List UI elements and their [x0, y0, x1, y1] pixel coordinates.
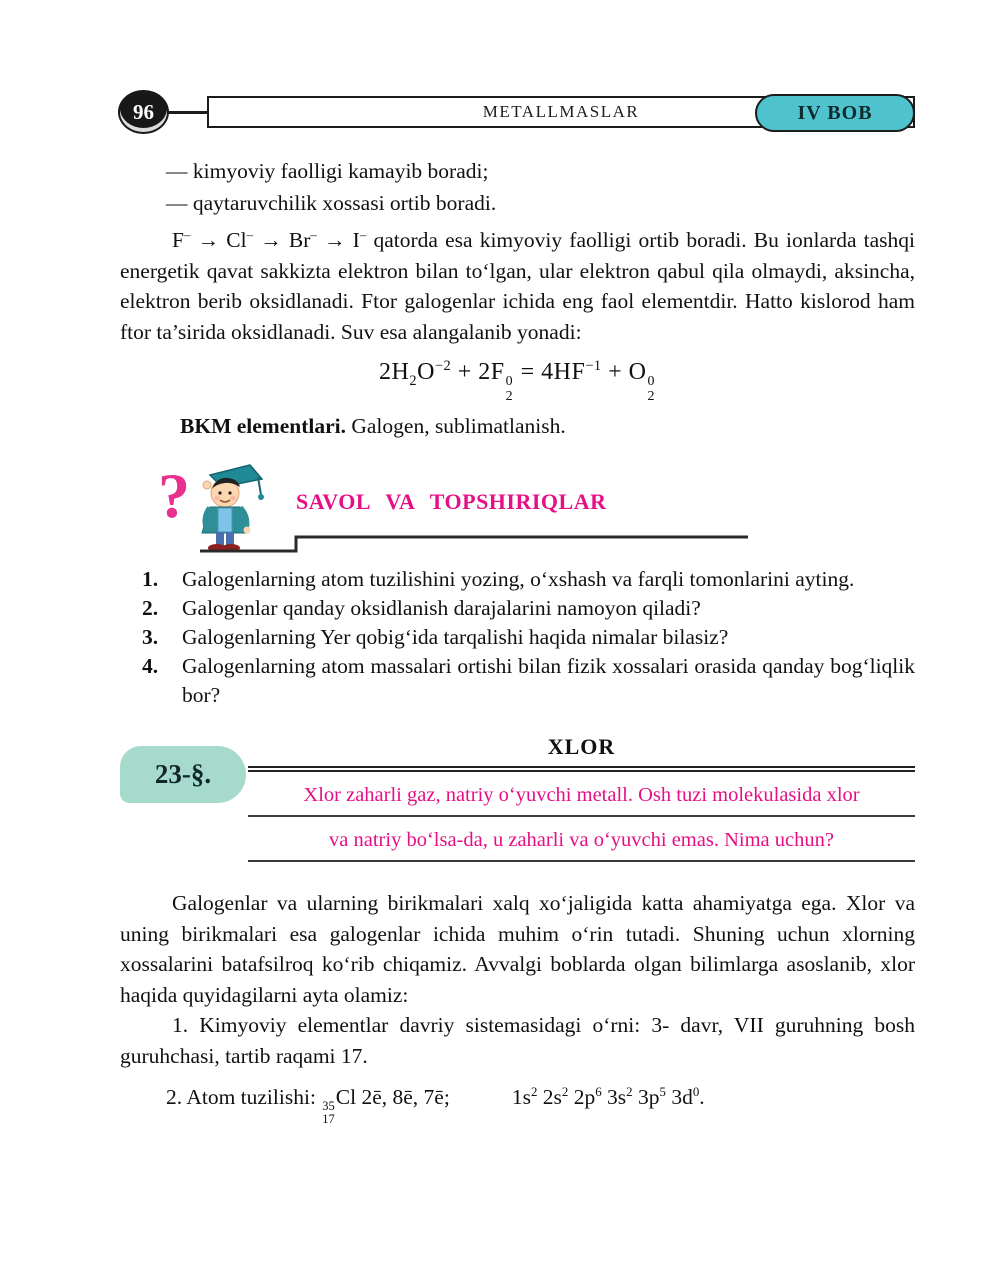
section-number-tab: 23-§.	[120, 746, 246, 803]
list-item	[120, 652, 915, 710]
question-number: 3.	[142, 625, 159, 650]
body-point-1: 1. Kimyoviy elementlar davriy sistemasidagi o‘rni: 3- davr, VII guruhning bosh guruhchasi, tartib raqami 17.	[120, 1013, 915, 1068]
chapter-badge: IV BOB	[755, 94, 915, 132]
question-number: 1.	[142, 567, 159, 592]
double-rule	[248, 766, 915, 772]
body-paragraph: Galogenlar va ularning birikmalari xalq xo‘jaligida katta ahamiyatga ega. Xlor va uning birikmalari esa galogenlar ichida muhim o‘rin tutadi. Shuning uchun xlorning xossalarini batafsilroq ko‘rib chiqamiz. Avvalgi boblarda olgan bilimlarga asoslanib, xlor haqida quyidagilarni ayta olamiz:	[120, 891, 915, 1007]
svg-text:?: ?	[158, 460, 190, 532]
questions-list	[120, 565, 915, 710]
questions-heading: SAVOL VA TOPSHIRIQLAR	[296, 489, 607, 515]
question-text: Galogenlarning atom tuzilishini yozing, o‘xshash va farqli tomonlarini ayting.	[182, 567, 855, 592]
questions-header-block	[120, 455, 915, 563]
page-number-badge: 96	[120, 92, 167, 132]
running-head	[120, 95, 915, 129]
section-title: XLOR	[547, 734, 616, 760]
running-title-bar	[207, 96, 915, 128]
body-point-2	[120, 1085, 915, 1126]
running-title: METALLMASLAR	[482, 102, 640, 121]
list-item	[120, 623, 915, 652]
electron-configuration: $1s^2$ $2s^2$ $2p^6$ $3s^2$ $3p^5$ $3d^0$.	[511, 1085, 705, 1110]
epigraph-line-1: Xlor zaharli gaz, natriy o‘yuvchi metall. Osh tuzi molekulasida xlor	[303, 784, 860, 807]
dash-line-2: — qaytaruvchilik xossasi ortib boradi.	[166, 191, 497, 215]
question-number: 4.	[142, 654, 159, 679]
atom-structure: 2. Atom tuzilishi: 35 17 Cl 2ē, 8ē, 7ē;	[166, 1085, 450, 1127]
section-title-block	[248, 734, 915, 862]
intro-dash-lines	[120, 155, 915, 219]
list-item	[120, 565, 915, 594]
rule	[248, 860, 915, 862]
bkm-label: BKM elementlari.	[180, 414, 346, 439]
dash-line-1: — kimyoviy faolligi kamayib boradi;	[166, 159, 489, 183]
chemical-equation: $2H_2O^{-2} + 2F$ 0 2 = $4HF^{-1} + O$ 0 2	[379, 358, 655, 404]
intro-paragraph: F– → Cl– → Br– → I– qatorda esa kimyoviy faolligi ortib boradi. Bu ionlarda tashqi energetik qavat sakkizta elektron bilan to‘lgan, ular elektron qabul qila olmaydi, aksincha, elektron berib oksidlanadi. Ftor galogenlar ichida eng faol elementdir. Hatto kislorod ham ftor ta’sirida oksidlanadi. Suv esa alangalanib yonadi:	[120, 227, 916, 344]
question-text: Galogenlar qanday oksidlanish darajalarini namoyon qiladi?	[182, 596, 701, 621]
question-text: Galogenlarning Yer qobig‘ida tarqalishi haqida nimalar bilasiz?	[182, 625, 729, 650]
bkm-terms: Galogen, sublimatlanish.	[345, 414, 566, 439]
section-header	[120, 734, 915, 866]
list-item	[120, 594, 915, 623]
step-rule	[200, 517, 760, 557]
bkm-elements-line	[120, 414, 915, 439]
rule	[248, 815, 915, 817]
question-text: Galogenlarning atom massalari ortishi bilan fizik xossalari orasida qanday bog‘liqlik bor?	[182, 654, 915, 708]
epigraph-line-2: va natriy bo‘lsa-da, u zaharli va o‘yuvchi emas. Nima uchun?	[329, 829, 834, 852]
question-number: 2.	[142, 596, 159, 621]
header-connector-line	[167, 111, 207, 114]
